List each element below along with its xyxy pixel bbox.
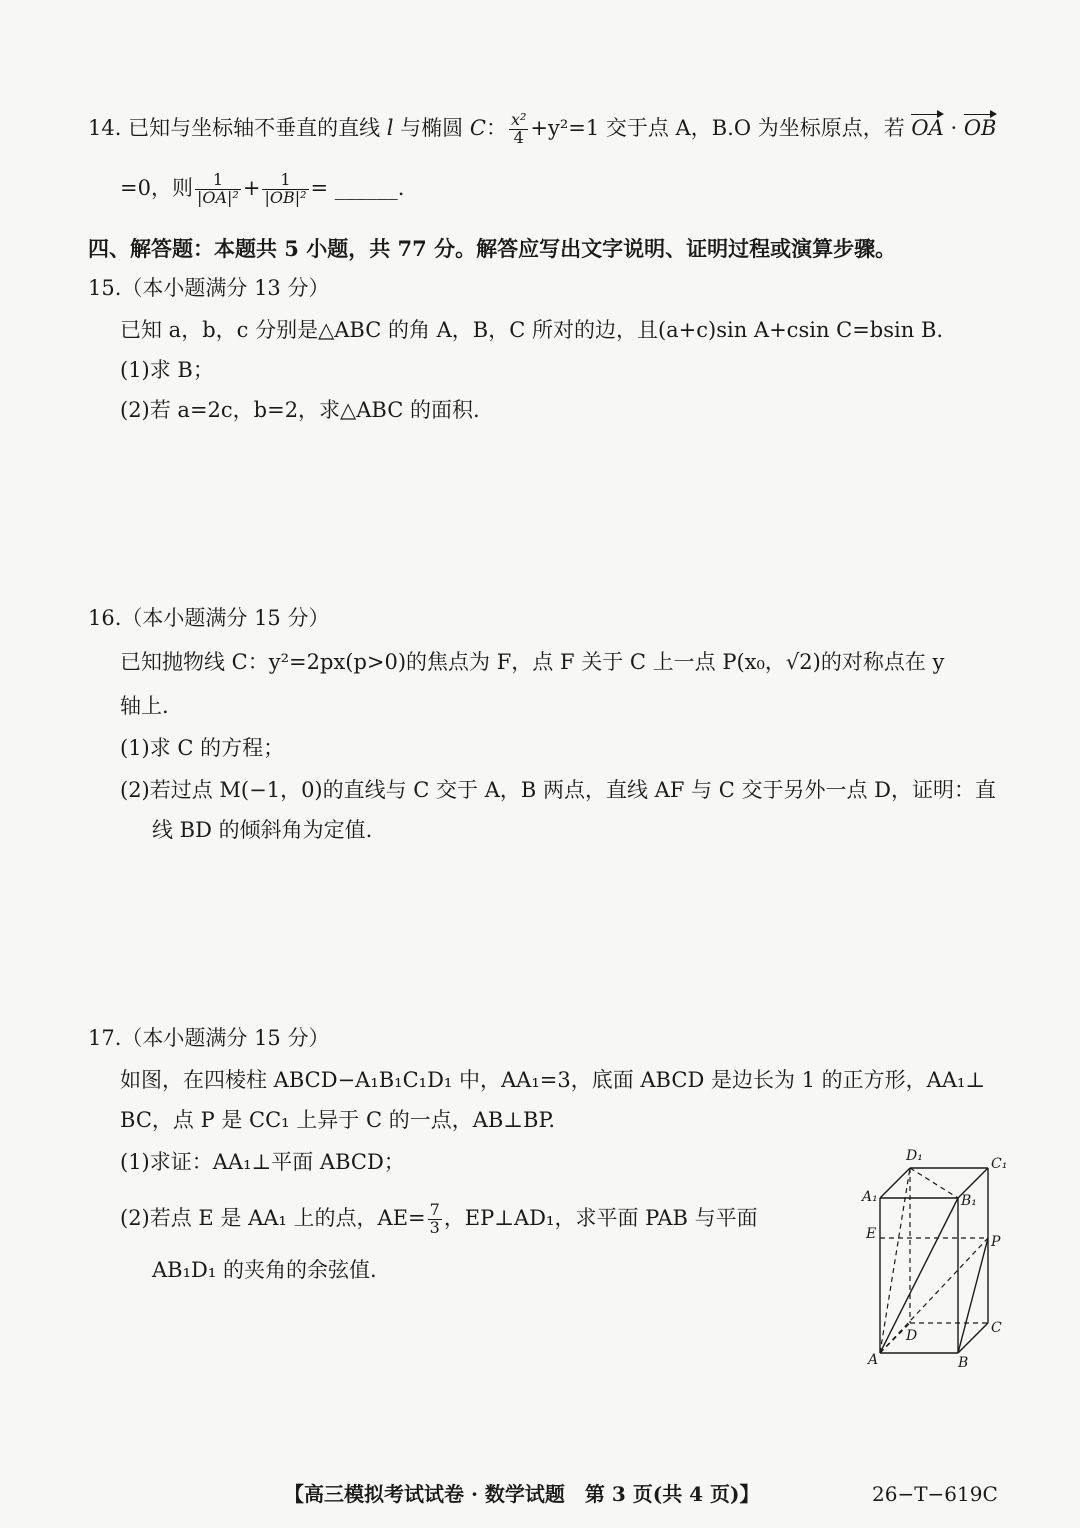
prism-figure xyxy=(860,1148,1010,1368)
vector-oa: OA xyxy=(911,115,944,140)
label-d: D xyxy=(906,1328,918,1344)
q16-part2-a: (2)若过点 M(−1，0)的直线与 C 交于 A，B 两点，直线 AF 与 C 交于另外一点 D，证明：直 xyxy=(120,778,997,802)
label-c: C xyxy=(991,1320,1002,1336)
label-e: E xyxy=(866,1226,877,1242)
q14-text-c: 与椭圆 xyxy=(400,115,464,140)
q15-part1: (1)求 B； xyxy=(120,358,214,382)
label-a1: A₁ xyxy=(862,1189,878,1205)
label-p: P xyxy=(991,1234,1001,1250)
q16-stem-2: 轴上. xyxy=(120,694,169,718)
label-a: A xyxy=(868,1352,879,1368)
label-b: B xyxy=(958,1355,969,1368)
q14-text-f: +y²=1 交于点 A，B.O 为坐标原点，若 xyxy=(530,115,905,140)
vector-ob: OB xyxy=(963,115,997,140)
q15-stem: 已知 a，b，c 分别是△ABC 的角 A，B，C 所对的边，且(a+c)sin A+csin C=bsin B. xyxy=(120,318,944,342)
footer-code: 26−T−619C xyxy=(872,1482,998,1506)
q14-line2-a: =0，则 xyxy=(120,175,193,200)
q14-frac1-den: |OA|² xyxy=(196,187,239,207)
q14-text-C: C xyxy=(469,115,486,140)
label-c1: C₁ xyxy=(991,1156,1008,1172)
q17-part2-post: ，EP⊥AD₁，求平面 PAB 与平面 xyxy=(443,1205,758,1230)
q17-part2-pre: (2)若点 E 是 AA₁ 上的点，AE= xyxy=(120,1205,426,1230)
line-ab1 xyxy=(880,1198,958,1353)
q14-line2-b: = ______. xyxy=(310,175,405,200)
q17-part2-b: AB₁D₁ 的夹角的余弦值. xyxy=(152,1258,377,1282)
q16-part2-b: 线 BD 的倾斜角为定值. xyxy=(152,818,373,842)
q17-stem-2: BC，点 P 是 CC₁ 上异于 C 的一点，AB⊥BP. xyxy=(120,1108,556,1132)
label-b1: B₁ xyxy=(961,1193,977,1209)
q14-line2 xyxy=(120,172,404,207)
q14-frac-den: 4 xyxy=(513,127,524,147)
q17-part2-a xyxy=(120,1202,758,1237)
line-d1b1 xyxy=(910,1168,958,1198)
q15-header: 15.（本小题满分 13 分） xyxy=(88,276,330,300)
q14-frac-x2-4 xyxy=(509,112,528,147)
q14-dot: · xyxy=(943,115,964,140)
footer-title: 【高三模拟考试试卷 · 数学试题 第 3 页(共 4 页)】 xyxy=(284,1482,760,1506)
q14-text-l: l xyxy=(386,115,394,140)
line-bp xyxy=(958,1238,988,1353)
section-4-heading: 四、解答题：本题共 5 小题，共 77 分。解答应写出文字说明、证明过程或演算步骤。 xyxy=(88,236,897,261)
label-d1: D₁ xyxy=(906,1148,923,1164)
q17-part1: (1)求证：AA₁⊥平面 ABCD； xyxy=(120,1150,405,1174)
q16-stem-1: 已知抛物线 C：y²=2px(p>0)的焦点为 F，点 F 关于 C 上一点 P(x₀，√2)的对称点在 y xyxy=(120,650,945,674)
q17-frac-num: 7 xyxy=(429,1200,440,1219)
q14-line1 xyxy=(88,112,997,147)
q14-colon: ： xyxy=(485,115,507,140)
q17-stem-1: 如图，在四棱柱 ABCD−A₁B₁C₁D₁ 中，AA₁=3，底面 ABCD 是边长为 1 的正方形，AA₁⊥ xyxy=(120,1068,986,1092)
q14-frac2-num: 1 xyxy=(262,172,308,190)
q16-part1: (1)求 C 的方程； xyxy=(120,736,285,760)
q14-plus: + xyxy=(242,175,261,200)
q17-frac-7-3 xyxy=(428,1202,442,1237)
q17-frac-den: 3 xyxy=(429,1217,440,1237)
q17-header: 17.（本小题满分 15 分） xyxy=(88,1026,330,1050)
q16-header: 16.（本小题满分 15 分） xyxy=(88,606,330,630)
q14-frac-ob xyxy=(262,172,308,207)
q14-frac2-den: |OB|² xyxy=(264,187,307,207)
q14-text-a: 14. 已知与坐标轴不垂直的直线 xyxy=(88,115,381,140)
q14-frac-num: x² xyxy=(510,110,527,129)
q14-frac-oa xyxy=(195,172,241,207)
edge-a1d1 xyxy=(880,1168,910,1198)
q14-frac1-num: 1 xyxy=(195,172,241,190)
q15-part2: (2)若 a=2c，b=2，求△ABC 的面积. xyxy=(120,398,480,422)
